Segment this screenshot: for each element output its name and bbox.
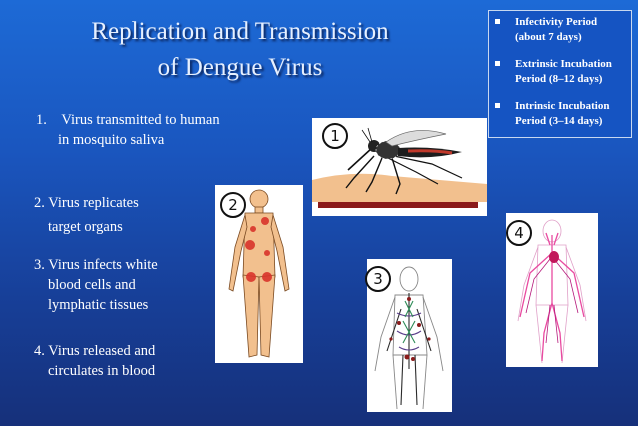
- period-legend: [488, 10, 632, 138]
- legend-item-extrinsic: [495, 57, 627, 87]
- step-3-line2: blood cells and: [48, 277, 136, 293]
- bullet-icon: [495, 103, 500, 108]
- step-number-badge: 2: [220, 192, 246, 218]
- legend-item-line2: Period (3–14 days): [515, 115, 603, 127]
- step-2-line1: 2. Virus replicates: [34, 195, 139, 211]
- legend-item-infectivity: [495, 15, 627, 45]
- step-number-badge: 3: [365, 266, 391, 292]
- step-1-line2: in mosquito saliva: [58, 132, 165, 148]
- step-2-text: [34, 191, 139, 239]
- legend-item-intrinsic: [495, 99, 627, 129]
- step-3-text: [34, 255, 158, 315]
- step-1-line1: 1. Virus transmitted to human: [36, 112, 220, 128]
- bullet-icon: [495, 19, 500, 24]
- page-title: [40, 14, 440, 86]
- step-2-line2: target organs: [48, 219, 123, 235]
- legend-item-line1: Extrinsic Incubation: [515, 58, 612, 70]
- title-line-1: Replication and Transmission: [91, 18, 389, 45]
- legend-item-line1: Intrinsic Incubation: [515, 100, 610, 112]
- step-4-line1: 4. Virus released and: [34, 343, 156, 359]
- step-3-line3: lymphatic tissues: [48, 297, 149, 313]
- step-3-line1: 3. Virus infects white: [34, 257, 158, 273]
- legend-item-line2: Period (8–12 days): [515, 73, 603, 85]
- title-line-2: of Dengue Virus: [157, 54, 323, 81]
- step-4-text: [34, 341, 155, 381]
- step-1-text: [36, 110, 220, 150]
- legend-item-line2: (about 7 days): [515, 31, 582, 43]
- bullet-icon: [495, 61, 500, 66]
- step-number-badge: 1: [322, 123, 348, 149]
- legend-item-line1: Infectivity Period: [515, 16, 598, 28]
- step-number-badge: 4: [506, 220, 532, 246]
- step-4-line2: circulates in blood: [48, 363, 156, 379]
